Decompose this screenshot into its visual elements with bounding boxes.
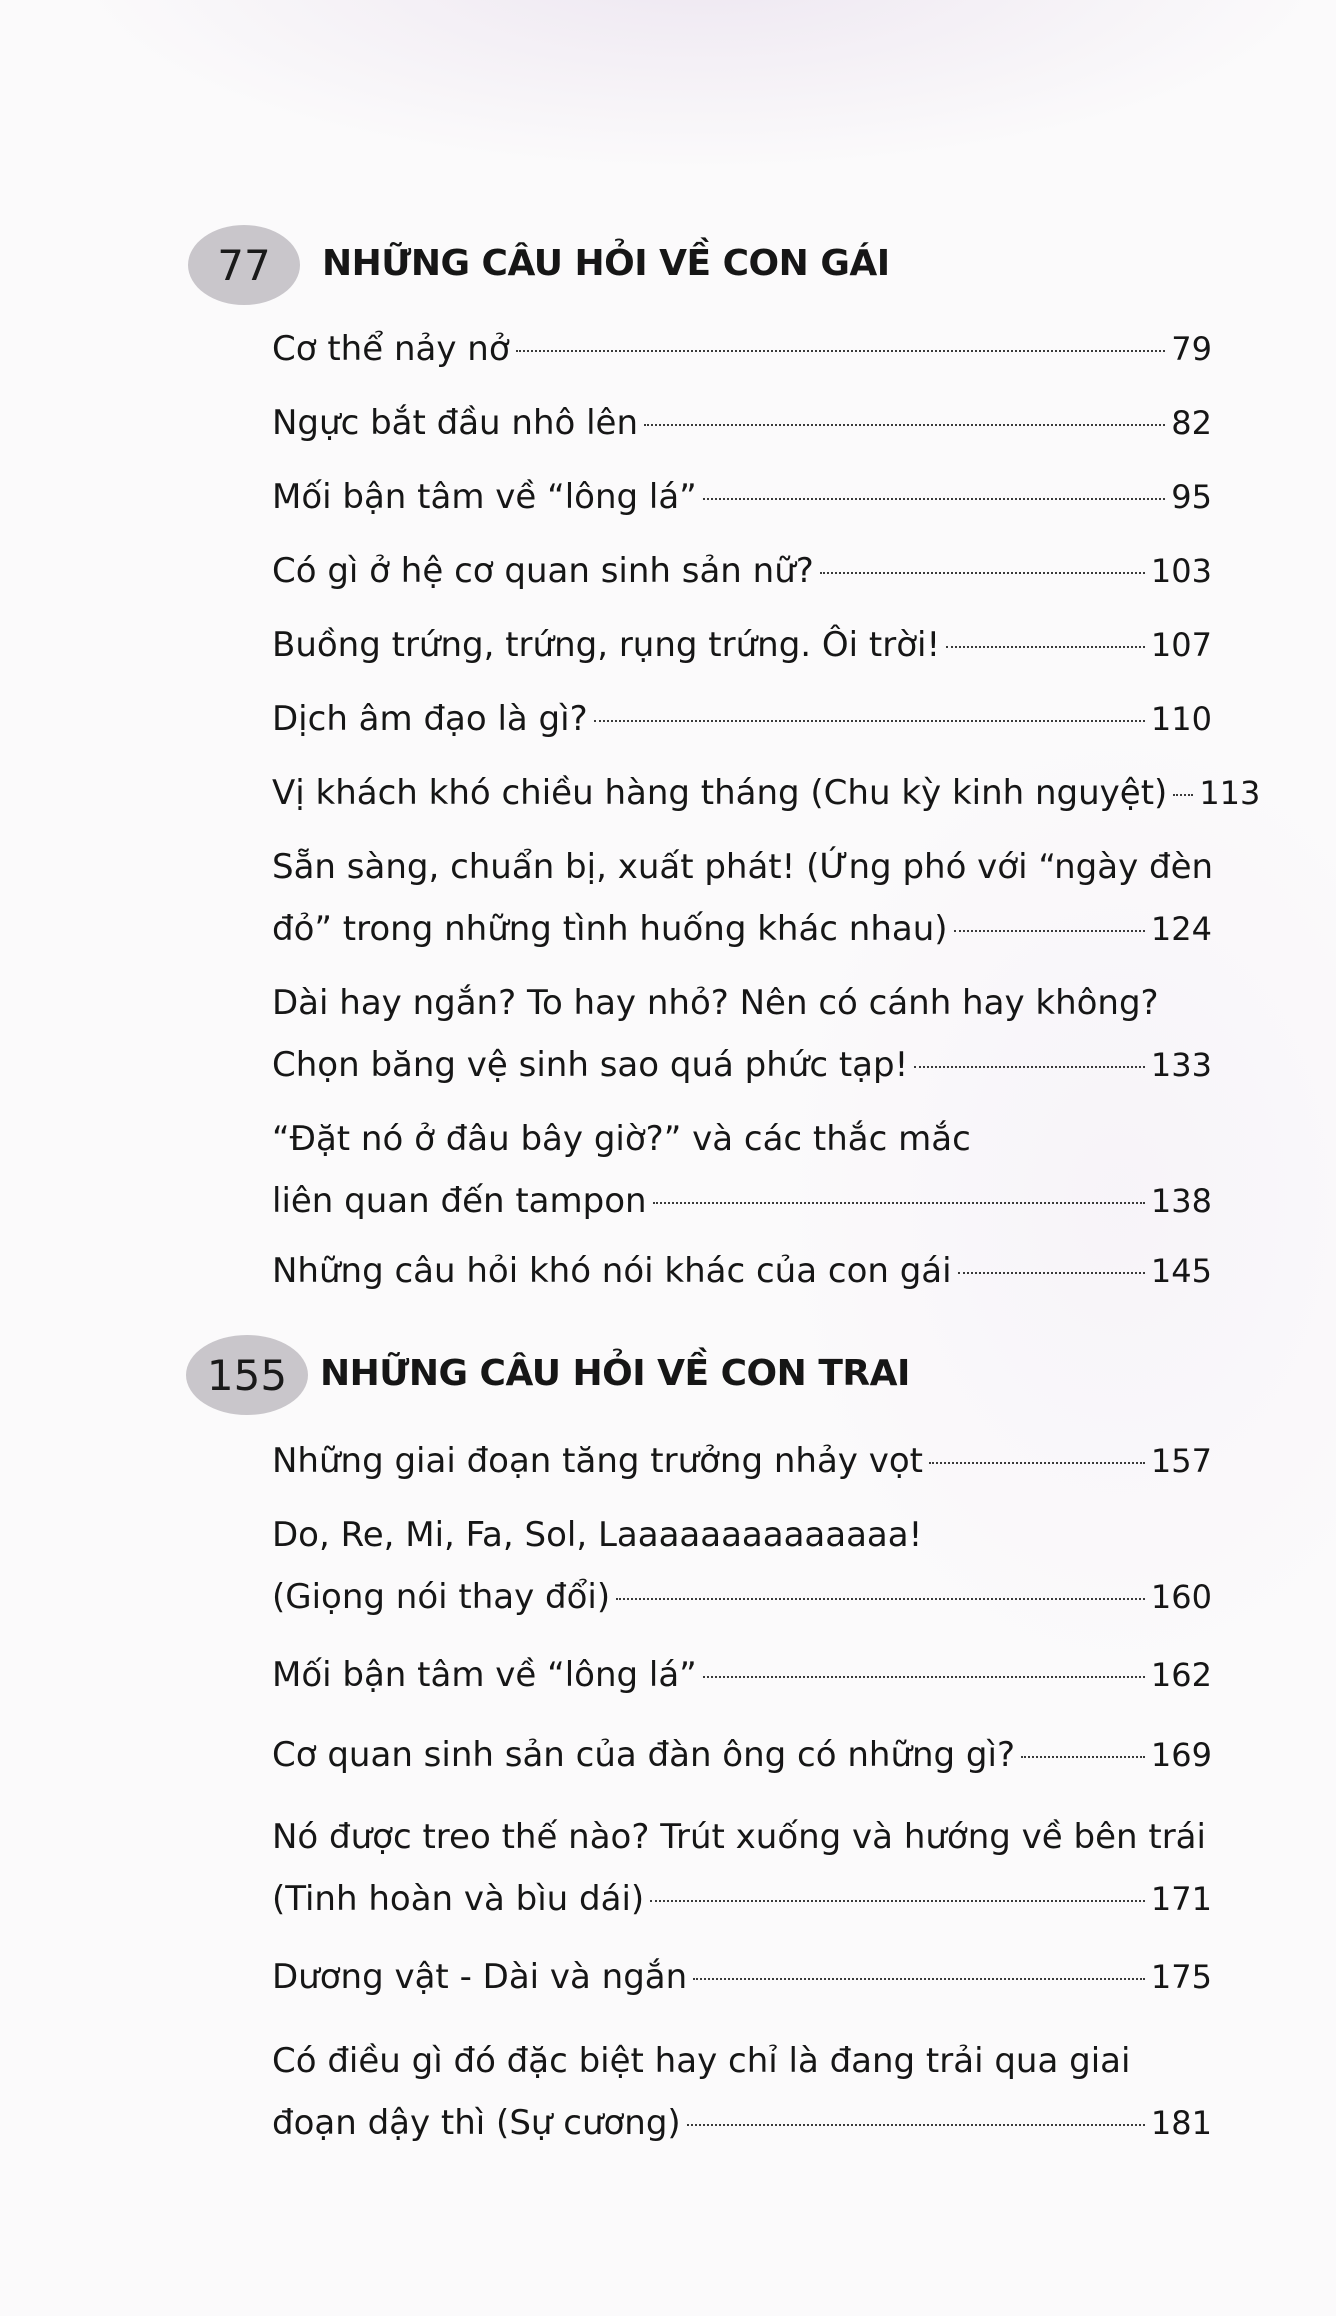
toc-entry[interactable] xyxy=(272,836,1212,960)
section-header xyxy=(0,1335,1336,1425)
dot-leader xyxy=(1021,1756,1145,1758)
toc-entry[interactable] xyxy=(272,2030,1212,2154)
toc-entry[interactable] xyxy=(272,1504,1212,1628)
toc-entry-title-line1: Do, Re, Mi, Fa, Sol, Laaaaaaaaaaaaaa! xyxy=(272,1515,923,1555)
toc-entry-title-line1: “Đặt nó ở đâu bây giờ?” và các thắc mắc xyxy=(272,1119,971,1159)
toc-entry[interactable] xyxy=(272,1644,1212,1706)
toc-entry-page: 95 xyxy=(1171,478,1212,516)
toc-entry-title: Những câu hỏi khó nói khác của con gái xyxy=(272,1251,952,1291)
section-header xyxy=(0,225,1336,315)
toc-entry-page: 79 xyxy=(1171,330,1212,368)
toc-entry-page: 107 xyxy=(1150,626,1212,664)
dot-leader xyxy=(954,930,1145,932)
dot-leader xyxy=(958,1272,1145,1274)
toc-entry-page: 113 xyxy=(1199,774,1261,812)
toc-entry[interactable] xyxy=(272,1108,1212,1232)
toc-entry-page: 169 xyxy=(1150,1736,1212,1774)
toc-entry-title: Buồng trứng, trứng, rụng trứng. Ôi trời! xyxy=(272,625,941,665)
dot-leader xyxy=(1173,794,1193,796)
toc-entry[interactable] xyxy=(272,318,1212,380)
section-page-badge xyxy=(188,225,300,305)
toc-entry[interactable] xyxy=(272,1430,1212,1492)
section-page-badge xyxy=(186,1335,308,1415)
dot-leader xyxy=(820,572,1145,574)
toc-entry[interactable] xyxy=(272,1946,1212,2008)
dot-leader xyxy=(929,1462,1145,1464)
dot-leader xyxy=(594,720,1145,722)
toc-entry-title-line1: Nó được treo thế nào? Trút xuống và hướng về bên trái xyxy=(272,1817,1206,1857)
toc-entry-title-line1: Có điều gì đó đặc biệt hay chỉ là đang trải qua giai xyxy=(272,2041,1131,2081)
toc-entry-page: 181 xyxy=(1150,2104,1212,2142)
section-title: NHỮNG CÂU HỎI VỀ CON TRAI xyxy=(320,1353,910,1394)
section-page-number: 77 xyxy=(217,240,271,290)
toc-entry-title: Dịch âm đạo là gì? xyxy=(272,699,588,739)
toc-entry-page: 157 xyxy=(1150,1442,1212,1480)
toc-entry-page: 103 xyxy=(1150,552,1212,590)
dot-leader xyxy=(687,2124,1145,2126)
toc-entry-title: Cơ quan sinh sản của đàn ông có những gì? xyxy=(272,1735,1016,1775)
toc-entry-title: Ngực bắt đầu nhô lên xyxy=(272,403,639,443)
toc-entry-page: 171 xyxy=(1150,1880,1212,1918)
toc-entry-title: Cơ thể nảy nở xyxy=(272,329,510,369)
toc-entry-title: liên quan đến tampon xyxy=(272,1181,647,1221)
dot-leader xyxy=(946,646,1145,648)
section-title: NHỮNG CÂU HỎI VỀ CON GÁI xyxy=(322,243,890,284)
toc-entry-title: Mối bận tâm về “lông lá” xyxy=(272,477,697,517)
toc-entry-page: 124 xyxy=(1150,910,1212,948)
toc-entry-title: Mối bận tâm về “lông lá” xyxy=(272,1655,697,1695)
toc-entry-page: 133 xyxy=(1150,1046,1212,1084)
dot-leader xyxy=(616,1598,1145,1600)
toc-entry-page: 175 xyxy=(1150,1958,1212,1996)
toc-entry-title-line1: Sẵn sàng, chuẩn bị, xuất phát! (Ứng phó với “ngày đèn xyxy=(272,847,1214,887)
toc-entry-title: đỏ” trong những tình huống khác nhau) xyxy=(272,909,948,949)
dot-leader xyxy=(653,1202,1145,1204)
toc-entry-page: 82 xyxy=(1171,404,1212,442)
toc-entry-page: 160 xyxy=(1150,1578,1212,1616)
toc-entry-page: 162 xyxy=(1150,1656,1212,1694)
toc-entry-page: 138 xyxy=(1150,1182,1212,1220)
toc-entry[interactable] xyxy=(272,540,1212,602)
toc-entry[interactable] xyxy=(272,762,1261,824)
toc-entry[interactable] xyxy=(272,688,1212,750)
toc-entry-title: Dương vật - Dài và ngắn xyxy=(272,1957,688,1997)
toc-entry-title-line1: Dài hay ngắn? To hay nhỏ? Nên có cánh hay không? xyxy=(272,983,1159,1023)
toc-entry[interactable] xyxy=(272,392,1212,454)
dot-leader xyxy=(650,1900,1145,1902)
section-page-number: 155 xyxy=(206,1350,288,1400)
toc-entry-title: Những giai đoạn tăng trưởng nhảy vọt xyxy=(272,1441,923,1481)
dot-leader xyxy=(703,1676,1145,1678)
dot-leader xyxy=(693,1978,1145,1980)
toc-section-girls xyxy=(0,225,1336,315)
toc-entry-title: Có gì ở hệ cơ quan sinh sản nữ? xyxy=(272,551,814,591)
toc-entry-title: (Tinh hoàn và bìu dái) xyxy=(272,1879,645,1919)
toc-entry-page: 110 xyxy=(1150,700,1212,738)
toc-entry[interactable] xyxy=(272,972,1212,1096)
dot-leader xyxy=(644,424,1165,426)
dot-leader xyxy=(914,1066,1145,1068)
toc-entry-title: Chọn băng vệ sinh sao quá phức tạp! xyxy=(272,1045,909,1085)
toc-entry[interactable] xyxy=(272,1240,1212,1302)
dot-leader xyxy=(703,498,1165,500)
toc-entry[interactable] xyxy=(272,1724,1212,1786)
toc-section-boys xyxy=(0,1335,1336,1425)
toc-entry[interactable] xyxy=(272,1806,1212,1930)
toc-entry[interactable] xyxy=(272,614,1212,676)
toc-entry-title: Vị khách khó chiều hàng tháng (Chu kỳ kinh nguyệt) xyxy=(272,773,1168,813)
toc-entry-page: 145 xyxy=(1150,1252,1212,1290)
toc-entry-title: (Giọng nói thay đổi) xyxy=(272,1577,611,1617)
toc-entry[interactable] xyxy=(272,466,1212,528)
toc-entry-title: đoạn dậy thì (Sự cương) xyxy=(272,2103,681,2143)
dot-leader xyxy=(516,350,1166,352)
